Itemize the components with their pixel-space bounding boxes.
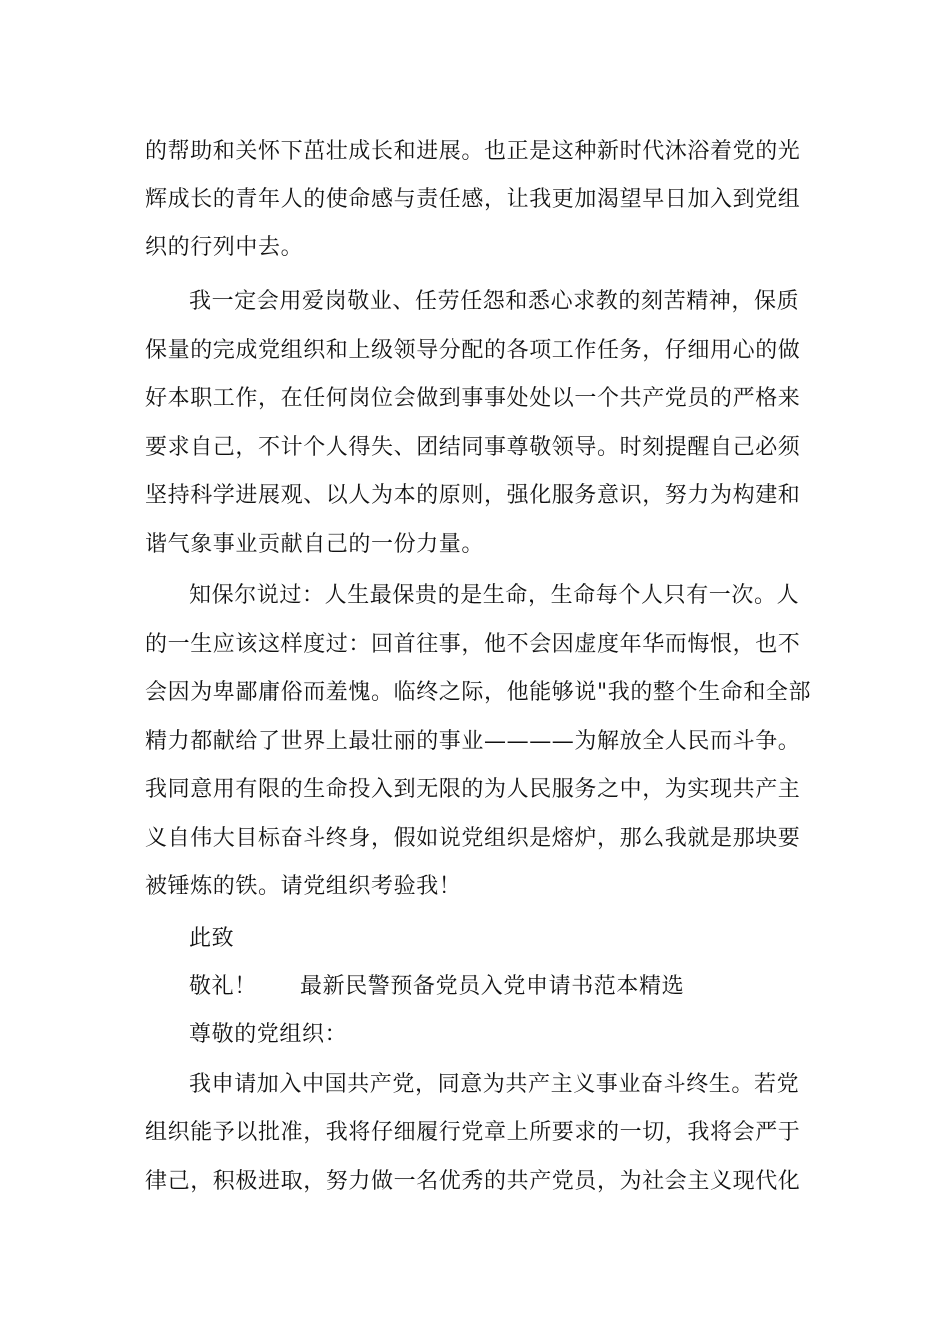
text-line: 会因为卑鄙庸俗而羞愧。临终之际，他能够说"我的整个生命和全部 [145,680,812,705]
text-line: 我申请加入中国共产党，同意为共产主义事业奋斗终生。若党 [189,1072,800,1097]
text-line: 被锤炼的铁。请党组织考验我！ [145,874,462,899]
text-line: 要求自己，不计个人得失、团结同事尊敬领导。时刻提醒自己必须 [145,435,801,460]
text-line: 的一生应该这样度过：回首往事，他不会因虚度年华而悔恨，也不 [145,632,801,657]
text-line: 坚持科学进展观、以人为本的原则，强化服务意识，努力为构建和 [145,483,801,508]
text-line: 我一定会用爱岗敬业、任劳任怨和悉心求教的刻苦精神，保质 [189,289,800,314]
text-line: 知保尔说过：人生最保贵的是生命，生命每个人只有一次。人 [189,583,800,608]
text-line: 律己，积极进取，努力做一名优秀的共产党员，为社会主义现代化 [145,1169,801,1194]
salutation-line: 此致 [189,926,235,951]
text-line: 的帮助和关怀下茁壮成长和进展。也正是这种新时代沐浴着党的光 [145,139,801,164]
document-body [145,0,810,1344]
text-line: 义自伟大目标奋斗终身，假如说党组织是熔炉，那么我就是那块要 [145,826,801,851]
text-line: 谐气象事业贡献自己的一份力量。 [145,532,485,557]
text-line: 辉成长的青年人的使命感与责任感，让我更加渴望早日加入到党组 [145,187,801,212]
next-document-title: 最新民警预备党员入党申请书范本精选 [300,974,685,999]
text-line: 我同意用有限的生命投入到无限的为人民服务之中，为实现共产主 [145,777,801,802]
text-line: 好本职工作，在任何岗位会做到事事处处以一个共产党员的严格来 [145,386,801,411]
text-line: 织的行列中去。 [145,235,304,260]
text-line: 保量的完成党组织和上级领导分配的各项工作任务，仔细用心的做 [145,338,801,363]
text-line: 精力都献给了世界上最壮丽的事业————为解放全人民而斗争。 [145,729,801,754]
greeting-line: 尊敬的党组织： [189,1022,348,1047]
salutation-line: 敬礼！ [189,974,257,999]
text-line: 组织能予以批准，我将仔细履行党章上所要求的一切，我将会严于 [145,1120,801,1145]
